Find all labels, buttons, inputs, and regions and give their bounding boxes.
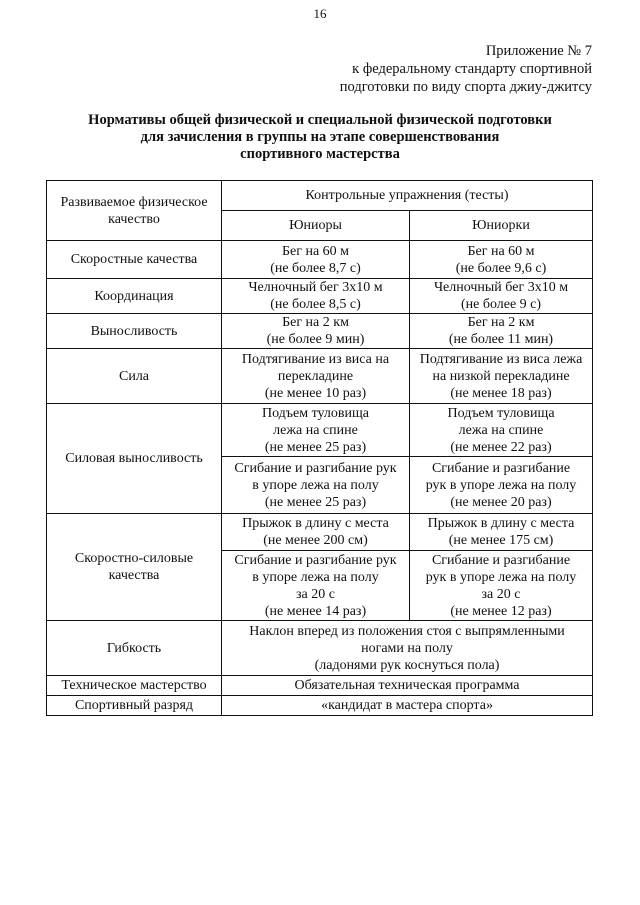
- appendix-line-1: Приложение № 7: [485, 43, 592, 59]
- juniors-test-cell: Челночный бег 3х10 м (не более 8,5 с): [222, 279, 410, 314]
- table-row: [47, 241, 593, 279]
- appendix-line-3: подготовки по виду спорта джиу-джитсу: [339, 79, 592, 95]
- junior-women-test-cell: Прыжок в длину с места (не менее 175 см): [410, 514, 593, 551]
- quality-cell: Сила: [47, 349, 222, 404]
- table-header-row: [47, 181, 593, 211]
- norms-table: [46, 180, 593, 716]
- title-line-2: для зачисления в группы на этапе совершенствования: [140, 129, 500, 145]
- table-row: [47, 676, 593, 696]
- juniors-test-cell: Сгибание и разгибание рук в упоре лежа на полу (не менее 25 раз): [222, 457, 410, 514]
- table-row: [47, 696, 593, 716]
- juniors-test-cell: Бег на 60 м (не более 8,7 с): [222, 241, 410, 279]
- header-juniors-cell: Юниоры: [222, 211, 410, 241]
- junior-women-test-cell: Бег на 2 км (не более 11 мин): [410, 314, 593, 349]
- junior-women-test-cell: Сгибание и разгибание рук в упоре лежа на полу за 20 с (не менее 12 раз): [410, 551, 593, 621]
- junior-women-test-cell: Бег на 60 м (не более 9,6 с): [410, 241, 593, 279]
- combined-test-cell: Обязательная техническая программа: [222, 676, 593, 696]
- header-junior-women-cell: Юниорки: [410, 211, 593, 241]
- junior-women-test-cell: Сгибание и разгибание рук в упоре лежа на полу (не менее 20 раз): [410, 457, 593, 514]
- table-row: [47, 404, 593, 457]
- juniors-test-cell: Прыжок в длину с места (не менее 200 см): [222, 514, 410, 551]
- combined-test-cell: Наклон вперед из положения стоя с выпрямленными ногами на полу (ладонями рук коснуться пола): [222, 621, 593, 676]
- quality-cell: Скоростные качества: [47, 241, 222, 279]
- quality-cell: Выносливость: [47, 314, 222, 349]
- juniors-test-cell: Сгибание и разгибание рук в упоре лежа на полу за 20 с (не менее 14 раз): [222, 551, 410, 621]
- appendix-header: [340, 42, 592, 96]
- table-row: [47, 279, 593, 314]
- appendix-line-2: к федеральному стандарту спортивной: [352, 61, 592, 77]
- table-row: [47, 349, 593, 404]
- quality-cell: Спортивный разряд: [47, 696, 222, 716]
- combined-test-cell: «кандидат в мастера спорта»: [222, 696, 593, 716]
- junior-women-test-cell: Челночный бег 3х10 м (не более 9 с): [410, 279, 593, 314]
- juniors-test-cell: Бег на 2 км (не более 9 мин): [222, 314, 410, 349]
- table-row: [47, 514, 593, 551]
- title-line-3: спортивного мастерства: [240, 146, 400, 162]
- title-line-1: Нормативы общей физической и специальной физической подготовки: [88, 112, 552, 128]
- quality-cell: Скоростно-силовые качества: [47, 514, 222, 621]
- junior-women-test-cell: Подъем туловища лежа на спине (не менее 22 раз): [410, 404, 593, 457]
- juniors-test-cell: Подтягивание из виса на перекладине (не менее 10 раз): [222, 349, 410, 404]
- header-quality-cell: Развиваемое физическое качество: [47, 181, 222, 241]
- document-title: [40, 112, 600, 163]
- quality-cell: Координация: [47, 279, 222, 314]
- quality-cell: Силовая выносливость: [47, 404, 222, 514]
- table-row: [47, 314, 593, 349]
- quality-cell: Гибкость: [47, 621, 222, 676]
- junior-women-test-cell: Подтягивание из виса лежа на низкой перекладине (не менее 18 раз): [410, 349, 593, 404]
- table-row: [47, 621, 593, 676]
- quality-cell: Техническое мастерство: [47, 676, 222, 696]
- juniors-test-cell: Подъем туловища лежа на спине (не менее 25 раз): [222, 404, 410, 457]
- page-number: 16: [313, 6, 327, 21]
- header-tests-cell: Контрольные упражнения (тесты): [222, 181, 593, 211]
